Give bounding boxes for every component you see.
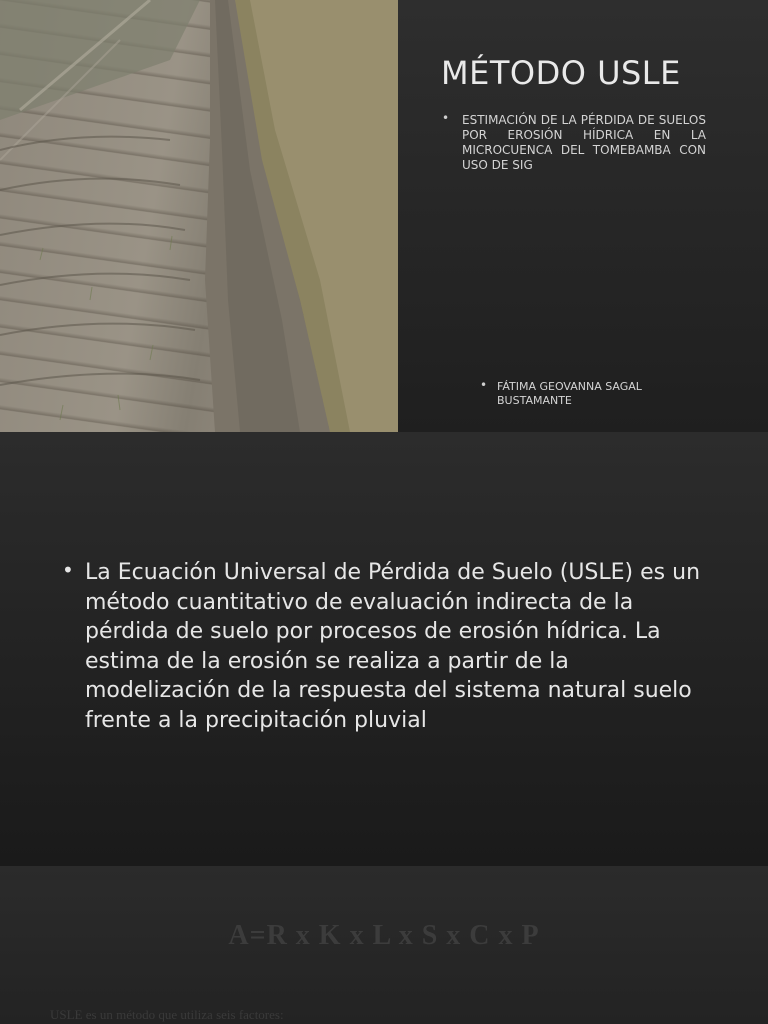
bullet-icon: • (480, 378, 488, 392)
slide-3-note: USLE es un método que utiliza seis factores: (50, 1007, 284, 1022)
bullet-icon: • (442, 111, 450, 125)
bullet-icon: • (62, 558, 74, 582)
slide-2 (0, 432, 768, 866)
eroded-soil-photo (0, 0, 398, 432)
usle-formula: A=R x K x L x S x C x P (228, 920, 540, 951)
slide-1-subtitle: ESTIMACIÓN DE LA PÉRDIDA DE SUELOS POR EROSIÓN HÍDRICA EN LA MICROCUENCA DEL TOMEBAMBA CON USO DE SIG (462, 113, 706, 172)
photo-illustration (0, 0, 398, 432)
slide-3 (0, 866, 768, 1024)
author-name: FÁTIMA GEOVANNA SAGAL BUSTAMANTE (497, 380, 642, 407)
slide-1 (0, 0, 768, 432)
slide-1-title: MÉTODO USLE (441, 54, 681, 92)
slide-2-body: La Ecuación Universal de Pérdida de Suelo (USLE) es un método cuantitativo de evaluación indirecta de la pérdida de suelo por procesos de erosión hídrica. La estima de la erosión se realiza a partir de la modelización de la respuesta del sistema natural suelo frente a la precipitación pluvial (85, 560, 701, 733)
